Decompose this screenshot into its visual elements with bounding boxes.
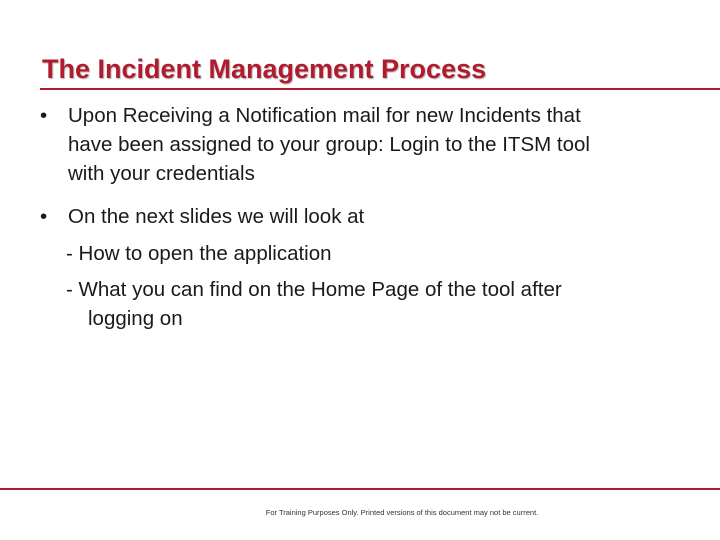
sub-item: - What you can find on the Home Page of the tool after <box>66 278 562 301</box>
sub-item: - How to open the application <box>66 242 332 265</box>
footer-divider <box>0 488 720 490</box>
footer-disclaimer: For Training Purposes Only. Printed versions of this document may not be current. <box>265 508 539 517</box>
title-underline <box>40 88 720 90</box>
bullet-text <box>68 101 590 188</box>
bullet-marker: • <box>40 104 48 127</box>
sub-item-continuation: logging on <box>88 307 183 330</box>
bullet-line: with your credentials <box>68 162 255 185</box>
bullet-marker: • <box>40 205 48 228</box>
bullet-text <box>68 202 364 231</box>
bullet-line: Upon Receiving a Notification mail for new Incidents that <box>68 104 581 127</box>
slide-title: The Incident Management Process <box>42 54 487 84</box>
bullet-line: have been assigned to your group: Login to the ITSM tool <box>68 133 590 156</box>
bullet-line: On the next slides we will look at <box>68 205 365 228</box>
